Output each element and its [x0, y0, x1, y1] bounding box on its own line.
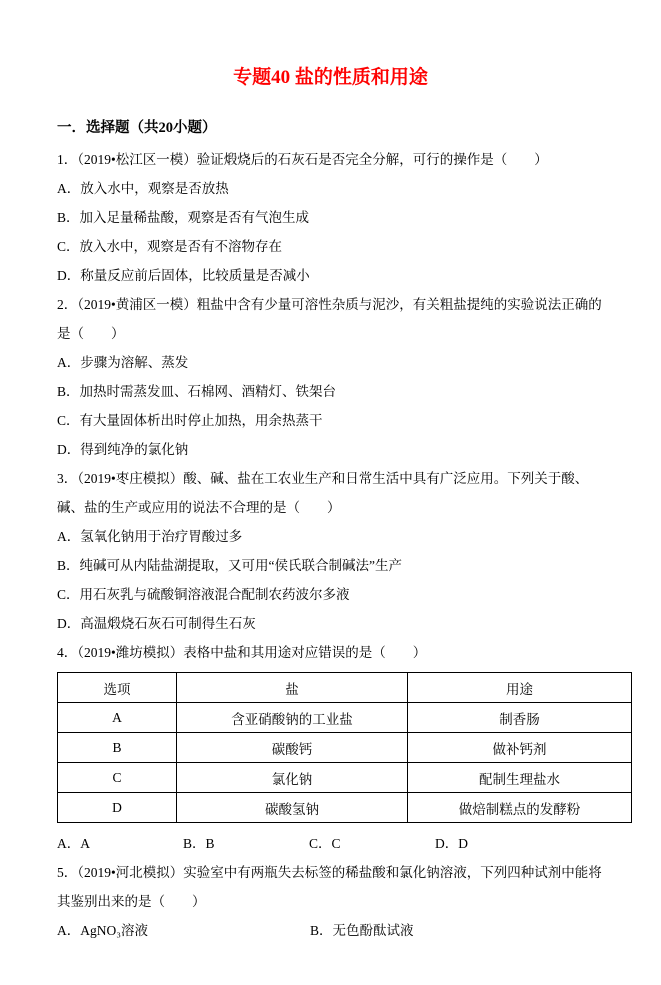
- table-cell: 做焙制糕点的发酵粉: [408, 793, 632, 823]
- table-row: [58, 703, 632, 733]
- section-header: 一．选择题（共20小题）: [57, 120, 217, 136]
- table-row: [58, 733, 632, 763]
- table-cell: C: [58, 763, 177, 793]
- table-header-usage: 用途: [408, 673, 632, 703]
- table-cell: 碳酸氢钠: [177, 793, 408, 823]
- table-cell: 制香肠: [408, 703, 632, 733]
- question-1-stem: 1．（2019•松江区一模）验证煅烧后的石灰石是否完全分解，可行的操作是（ ）: [57, 152, 548, 167]
- question-5-option-b: B．无色酚酞试液: [310, 923, 414, 938]
- table-cell: A: [58, 703, 177, 733]
- question-4-stem: 4．（2019•潍坊模拟）表格中盐和其用途对应错误的是（ ）: [57, 645, 427, 660]
- question-2-option-d: D．得到纯净的氯化钠: [57, 442, 189, 457]
- question-3-stem: 3．（2019•枣庄模拟）酸、碱、盐在工农业生产和日常生活中具有广泛应用。下列关于酸、碱、盐的生产或应用的说法不合理的是（ ）: [57, 471, 589, 515]
- table-header-row: [58, 673, 632, 703]
- table-row: [58, 793, 632, 823]
- question-4-answer-a: A．A: [57, 836, 90, 851]
- salt-usage-table: [57, 672, 632, 823]
- table-cell: B: [58, 733, 177, 763]
- question-1-option-d: D．称量反应前后固体，比较质量是否减小: [57, 268, 310, 283]
- table-header-option: 选项: [58, 673, 177, 703]
- question-5: [57, 858, 604, 945]
- table-cell: 含亚硝酸钠的工业盐: [177, 703, 408, 733]
- question-5-options-row: [57, 916, 604, 945]
- question-2-stem: 2．（2019•黄浦区一模）粗盐中含有少量可溶性杂质与泥沙，有关粗盐提纯的实验说法正确的是（ ）: [57, 297, 602, 341]
- table-cell: 氯化钠: [177, 763, 408, 793]
- question-3-option-d: D．高温煅烧石灰石可制得生石灰: [57, 616, 256, 631]
- question-2: [57, 290, 604, 464]
- question-5-stem: 5．（2019•河北模拟）实验室中有两瓶失去标签的稀盐酸和氯化钠溶液，下列四种试剂中能将其鉴别出来的是（ ）: [57, 865, 602, 909]
- question-5-option-a: A．AgNO₃溶液: [57, 923, 148, 938]
- question-4-answer-b: B．B: [183, 836, 215, 851]
- question-2-option-a: A．步骤为溶解、蒸发: [57, 355, 189, 370]
- table-cell: 做补钙剂: [408, 733, 632, 763]
- question-1: [57, 145, 604, 290]
- table-cell: 配制生理盐水: [408, 763, 632, 793]
- question-4-answer-row: [57, 829, 604, 858]
- question-1-option-c: C．放入水中，观察是否有不溶物存在: [57, 239, 283, 254]
- table-cell: 碳酸钙: [177, 733, 408, 763]
- question-4-answer-d: D．D: [435, 836, 468, 851]
- table-cell: D: [58, 793, 177, 823]
- table-header-salt: 盐: [177, 673, 408, 703]
- question-3-option-a: A．氢氧化钠用于治疗胃酸过多: [57, 529, 243, 544]
- table-row: [58, 763, 632, 793]
- question-1-option-b: B．加入足量稀盐酸，观察是否有气泡生成: [57, 210, 310, 225]
- question-3: [57, 464, 604, 638]
- question-3-option-c: C．用石灰乳与硫酸铜溶液混合配制农药波尔多液: [57, 587, 350, 602]
- document-title: 专题40 盐的性质和用途: [233, 67, 428, 88]
- question-3-option-b: B．纯碱可从内陆盐湖提取，又可用“侯氏联合制碱法”生产: [57, 558, 402, 573]
- question-2-option-c: C．有大量固体析出时停止加热，用余热蒸干: [57, 413, 323, 428]
- question-2-option-b: B．加热时需蒸发皿、石棉网、酒精灯、铁架台: [57, 384, 337, 399]
- question-4-answer-c: C．C: [309, 836, 341, 851]
- question-4: [57, 638, 604, 858]
- question-1-option-a: A．放入水中，观察是否放热: [57, 181, 229, 196]
